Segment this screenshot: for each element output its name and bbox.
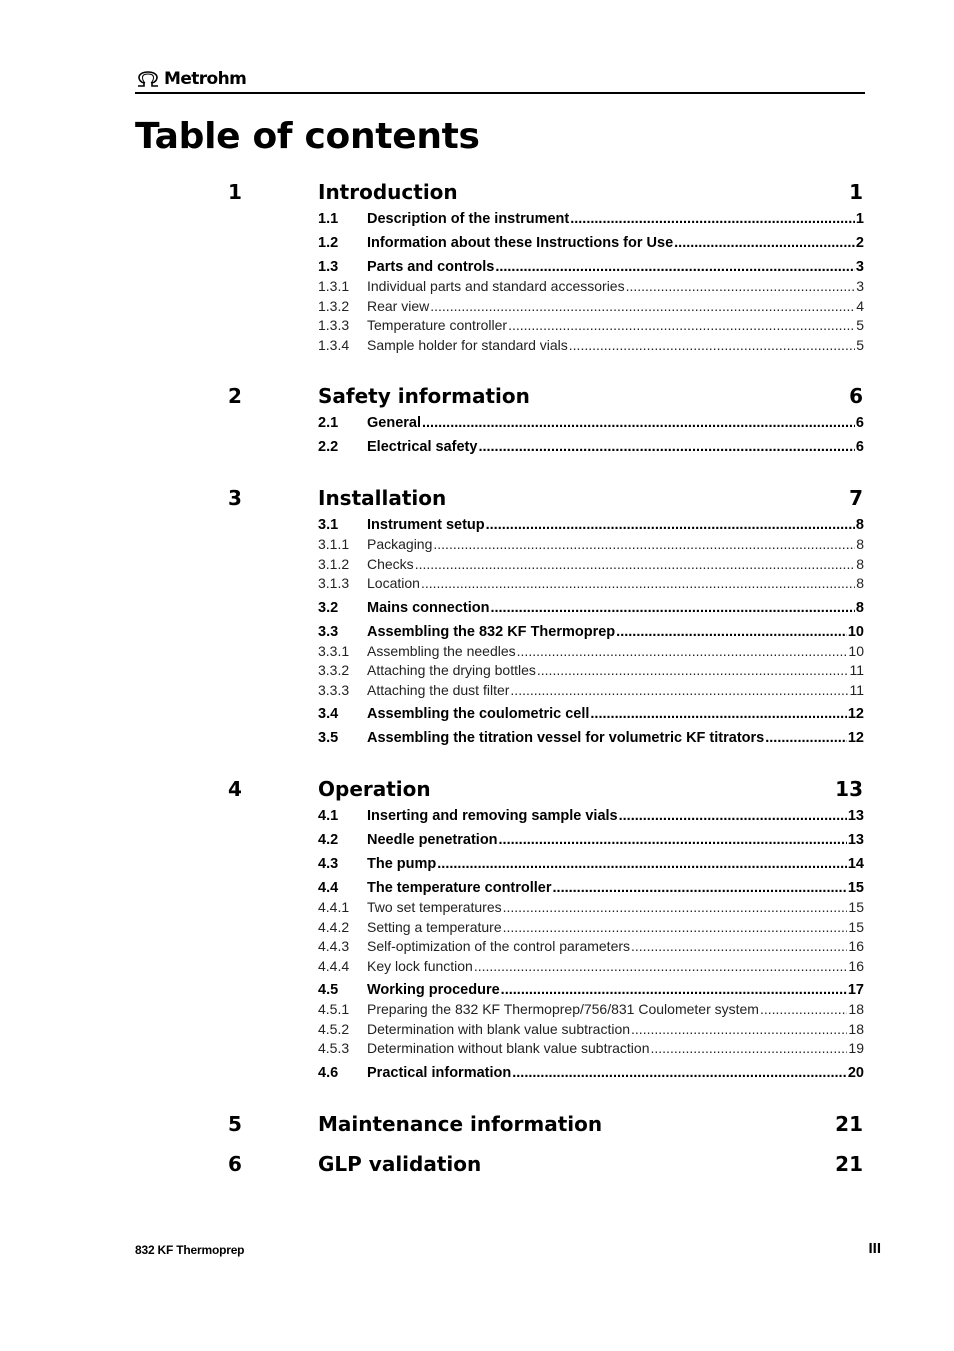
section-page: 15 bbox=[847, 880, 864, 896]
dot-leader bbox=[422, 414, 855, 432]
dot-leader bbox=[437, 855, 847, 873]
dot-leader bbox=[486, 516, 855, 534]
section-page: 2 bbox=[855, 235, 864, 251]
section-page: 12 bbox=[847, 706, 864, 722]
section-page: 12 bbox=[847, 730, 864, 746]
dot-leader bbox=[626, 277, 856, 295]
subsection-title: Self-optimization of the control parameters bbox=[367, 938, 631, 954]
section-page: 14 bbox=[847, 856, 864, 872]
subsection-title: Key lock function bbox=[367, 957, 473, 974]
section-title: Mains connection bbox=[367, 599, 490, 616]
section-page: 13 bbox=[847, 808, 864, 824]
chapter-number: 6 bbox=[228, 1151, 242, 1176]
section-title: Inserting and removing sample vials bbox=[367, 808, 618, 824]
subsection-entry[interactable] bbox=[367, 574, 864, 592]
dot-leader bbox=[537, 661, 849, 679]
section-title: Description of the instrument bbox=[367, 211, 570, 227]
dot-leader bbox=[430, 297, 855, 315]
section-entry[interactable] bbox=[367, 210, 864, 228]
dot-leader bbox=[503, 918, 848, 936]
footer-product-name: 832 KF Thermoprep bbox=[135, 1243, 245, 1257]
section-entry[interactable] bbox=[367, 258, 864, 276]
dot-leader bbox=[631, 1020, 847, 1038]
section-page: 3 bbox=[855, 259, 864, 275]
subsection-page: 8 bbox=[856, 555, 864, 572]
subsection-page: 16 bbox=[848, 938, 864, 954]
subsection-entry[interactable] bbox=[367, 957, 864, 975]
dot-leader bbox=[508, 316, 855, 334]
chapter-number: 5 bbox=[228, 1111, 242, 1136]
chapter-title: Installation bbox=[318, 486, 447, 510]
section-page: 13 bbox=[847, 832, 864, 848]
subsection-title: Assembling the needles bbox=[367, 642, 516, 659]
subsection-title: Individual parts and standard accessories bbox=[367, 278, 625, 294]
subsection-entry[interactable] bbox=[367, 535, 864, 553]
subsection-page: 10 bbox=[848, 642, 864, 659]
chapter-page: 13 bbox=[835, 777, 863, 801]
section-entry[interactable] bbox=[367, 234, 864, 252]
chapter-page: 1 bbox=[849, 180, 863, 204]
subsection-page: 18 bbox=[848, 1020, 864, 1037]
section-number: 4.4 bbox=[318, 880, 339, 896]
dot-leader bbox=[433, 535, 855, 553]
dot-leader bbox=[510, 681, 848, 699]
subsection-number: 4.4.2 bbox=[318, 918, 350, 935]
section-entry[interactable] bbox=[367, 516, 864, 534]
section-entry[interactable] bbox=[367, 599, 864, 617]
chapter-number: 4 bbox=[228, 777, 242, 801]
subsection-page: 18 bbox=[848, 1001, 864, 1017]
subsection-entry[interactable] bbox=[367, 661, 864, 679]
dot-leader bbox=[503, 898, 848, 916]
subsection-number: 4.4.1 bbox=[318, 899, 350, 915]
section-title: The temperature controller bbox=[367, 880, 552, 896]
section-entry[interactable] bbox=[367, 729, 864, 747]
dot-leader bbox=[616, 623, 847, 641]
subsection-entry[interactable] bbox=[367, 297, 864, 315]
section-page: 1 bbox=[855, 211, 864, 227]
subsection-page: 3 bbox=[856, 278, 864, 294]
section-entry[interactable] bbox=[367, 879, 864, 897]
dot-leader bbox=[495, 258, 855, 276]
chapter-title: Operation bbox=[318, 777, 431, 801]
section-number: 4.3 bbox=[318, 856, 339, 872]
subsection-number: 3.3.2 bbox=[318, 662, 350, 678]
chapter-page: 7 bbox=[849, 486, 863, 510]
subsection-number: 4.4.4 bbox=[318, 957, 350, 974]
section-title: Assembling the coulometric cell bbox=[367, 706, 590, 722]
subsection-page: 15 bbox=[848, 899, 864, 915]
section-number: 3.5 bbox=[318, 730, 339, 746]
dot-leader bbox=[570, 210, 855, 228]
section-entry[interactable] bbox=[367, 855, 864, 873]
subsection-page: 11 bbox=[849, 662, 864, 678]
dot-leader bbox=[765, 729, 847, 747]
section-entry[interactable] bbox=[367, 438, 864, 456]
subsection-page: 11 bbox=[849, 681, 864, 698]
section-number: 1.3 bbox=[318, 259, 339, 275]
section-title: The pump bbox=[367, 856, 437, 872]
section-entry[interactable] bbox=[367, 1064, 864, 1082]
subsection-entry[interactable] bbox=[367, 555, 864, 573]
section-number: 4.2 bbox=[318, 832, 339, 848]
subsection-title: Attaching the drying bottles bbox=[367, 662, 536, 678]
subsection-title: Rear view bbox=[367, 297, 430, 314]
subsection-entry[interactable] bbox=[367, 1039, 864, 1057]
section-number: 2.2 bbox=[318, 439, 339, 455]
section-number: 3.3 bbox=[318, 623, 339, 640]
subsection-entry[interactable] bbox=[367, 898, 864, 916]
section-title: Working procedure bbox=[367, 982, 500, 998]
subsection-title: Two set temperatures bbox=[367, 899, 502, 915]
section-number: 1.2 bbox=[318, 235, 339, 251]
section-number: 3.1 bbox=[318, 517, 339, 533]
section-title: Practical information bbox=[367, 1064, 512, 1081]
section-number: 4.1 bbox=[318, 808, 339, 824]
chapter-number: 3 bbox=[228, 486, 242, 510]
footer-page-number: III bbox=[868, 1240, 881, 1257]
subsection-title: Sample holder for standard vials bbox=[367, 336, 568, 353]
subsection-title: Determination with blank value subtraction bbox=[367, 1020, 631, 1037]
dot-leader bbox=[631, 937, 847, 955]
subsection-number: 3.1.2 bbox=[318, 555, 350, 572]
section-number: 4.5 bbox=[318, 982, 339, 998]
subsection-entry[interactable] bbox=[367, 937, 864, 955]
section-entry[interactable] bbox=[367, 705, 864, 723]
dot-leader bbox=[619, 807, 847, 825]
chapter-number: 2 bbox=[228, 384, 242, 408]
chapter-number: 1 bbox=[228, 180, 242, 204]
section-page: 17 bbox=[847, 982, 864, 998]
section-entry[interactable] bbox=[367, 831, 864, 849]
subsection-entry[interactable] bbox=[367, 1020, 864, 1038]
subsection-number: 1.3.3 bbox=[318, 317, 350, 333]
dot-leader bbox=[569, 336, 855, 354]
chapter-page: 21 bbox=[835, 1111, 863, 1136]
subsection-title: Attaching the dust filter bbox=[367, 681, 510, 698]
subsection-number: 3.3.1 bbox=[318, 642, 350, 659]
section-page: 8 bbox=[855, 517, 864, 533]
subsection-entry[interactable] bbox=[367, 918, 864, 936]
dot-leader bbox=[517, 642, 848, 660]
subsection-page: 19 bbox=[848, 1040, 864, 1056]
dot-leader bbox=[674, 234, 855, 252]
chapter-page: 21 bbox=[835, 1151, 863, 1176]
section-page: 20 bbox=[847, 1064, 864, 1081]
subsection-entry[interactable] bbox=[367, 336, 864, 354]
subsection-title: Checks bbox=[367, 555, 414, 572]
section-number: 3.2 bbox=[318, 599, 339, 616]
subsection-page: 5 bbox=[856, 317, 864, 333]
subsection-number: 3.3.3 bbox=[318, 681, 350, 698]
subsection-number: 4.5.3 bbox=[318, 1040, 350, 1056]
section-title: Parts and controls bbox=[367, 259, 495, 275]
subsection-page: 8 bbox=[856, 536, 864, 552]
logo-text: Metrohm bbox=[164, 69, 247, 89]
section-entry[interactable] bbox=[367, 623, 864, 641]
subsection-entry[interactable] bbox=[367, 316, 864, 334]
subsection-page: 5 bbox=[856, 336, 864, 353]
subsection-number: 4.5.2 bbox=[318, 1020, 350, 1037]
subsection-number: 4.4.3 bbox=[318, 938, 350, 954]
subsection-number: 3.1.1 bbox=[318, 536, 350, 552]
dot-leader bbox=[501, 981, 847, 999]
subsection-entry[interactable] bbox=[367, 642, 864, 660]
dot-leader bbox=[421, 574, 855, 592]
subsection-entry[interactable] bbox=[367, 277, 864, 295]
page-title: Table of contents bbox=[135, 116, 480, 157]
subsection-page: 4 bbox=[856, 297, 864, 314]
section-title: Information about these Instructions for Use bbox=[367, 235, 674, 251]
section-entry[interactable] bbox=[367, 414, 864, 432]
chapter-title: Safety information bbox=[318, 384, 530, 408]
section-title: Assembling the 832 KF Thermoprep bbox=[367, 623, 616, 640]
section-title: Assembling the titration vessel for volumetric KF titrators bbox=[367, 730, 765, 746]
section-page: 10 bbox=[847, 623, 864, 640]
section-page: 6 bbox=[855, 439, 864, 455]
section-title: General bbox=[367, 415, 421, 431]
section-page: 8 bbox=[855, 599, 864, 616]
subsection-title: Determination without blank value subtraction bbox=[367, 1040, 650, 1056]
subsection-page: 15 bbox=[848, 918, 864, 935]
dot-leader bbox=[651, 1039, 848, 1057]
dot-leader bbox=[490, 599, 854, 617]
subsection-page: 8 bbox=[856, 575, 864, 591]
dot-leader bbox=[474, 957, 848, 975]
chapter-title: Introduction bbox=[318, 180, 458, 204]
chapter-page: 6 bbox=[849, 384, 863, 408]
dot-leader bbox=[512, 1064, 847, 1082]
subsection-title: Preparing the 832 KF Thermoprep/756/831 Coulometer system bbox=[367, 1001, 759, 1017]
dot-leader bbox=[553, 879, 847, 897]
subsection-number: 1.3.2 bbox=[318, 297, 350, 314]
section-number: 3.4 bbox=[318, 706, 339, 722]
section-number: 1.1 bbox=[318, 211, 339, 227]
subsection-title: Temperature controller bbox=[367, 317, 508, 333]
dot-leader bbox=[478, 438, 854, 456]
chapter-title: GLP validation bbox=[318, 1151, 482, 1176]
section-entry[interactable] bbox=[367, 807, 864, 825]
section-number: 4.6 bbox=[318, 1064, 339, 1081]
subsection-number: 4.5.1 bbox=[318, 1001, 350, 1017]
subsection-title: Location bbox=[367, 575, 420, 591]
section-title: Electrical safety bbox=[367, 439, 478, 455]
section-number: 2.1 bbox=[318, 415, 339, 431]
dot-leader bbox=[590, 705, 846, 723]
section-title: Needle penetration bbox=[367, 832, 498, 848]
section-entry[interactable] bbox=[367, 981, 864, 999]
subsection-page: 16 bbox=[848, 957, 864, 974]
subsection-entry[interactable] bbox=[367, 1000, 864, 1018]
subsection-number: 1.3.4 bbox=[318, 336, 350, 353]
subsection-number: 1.3.1 bbox=[318, 278, 350, 294]
subsection-title: Packaging bbox=[367, 536, 433, 552]
dot-leader bbox=[499, 831, 847, 849]
dot-leader bbox=[760, 1000, 847, 1018]
chapter-title: Maintenance information bbox=[318, 1111, 603, 1136]
subsection-entry[interactable] bbox=[367, 681, 864, 699]
subsection-number: 3.1.3 bbox=[318, 575, 350, 591]
section-title: Instrument setup bbox=[367, 517, 485, 533]
dot-leader bbox=[415, 555, 856, 573]
subsection-title: Setting a temperature bbox=[367, 918, 502, 935]
section-page: 6 bbox=[855, 415, 864, 431]
